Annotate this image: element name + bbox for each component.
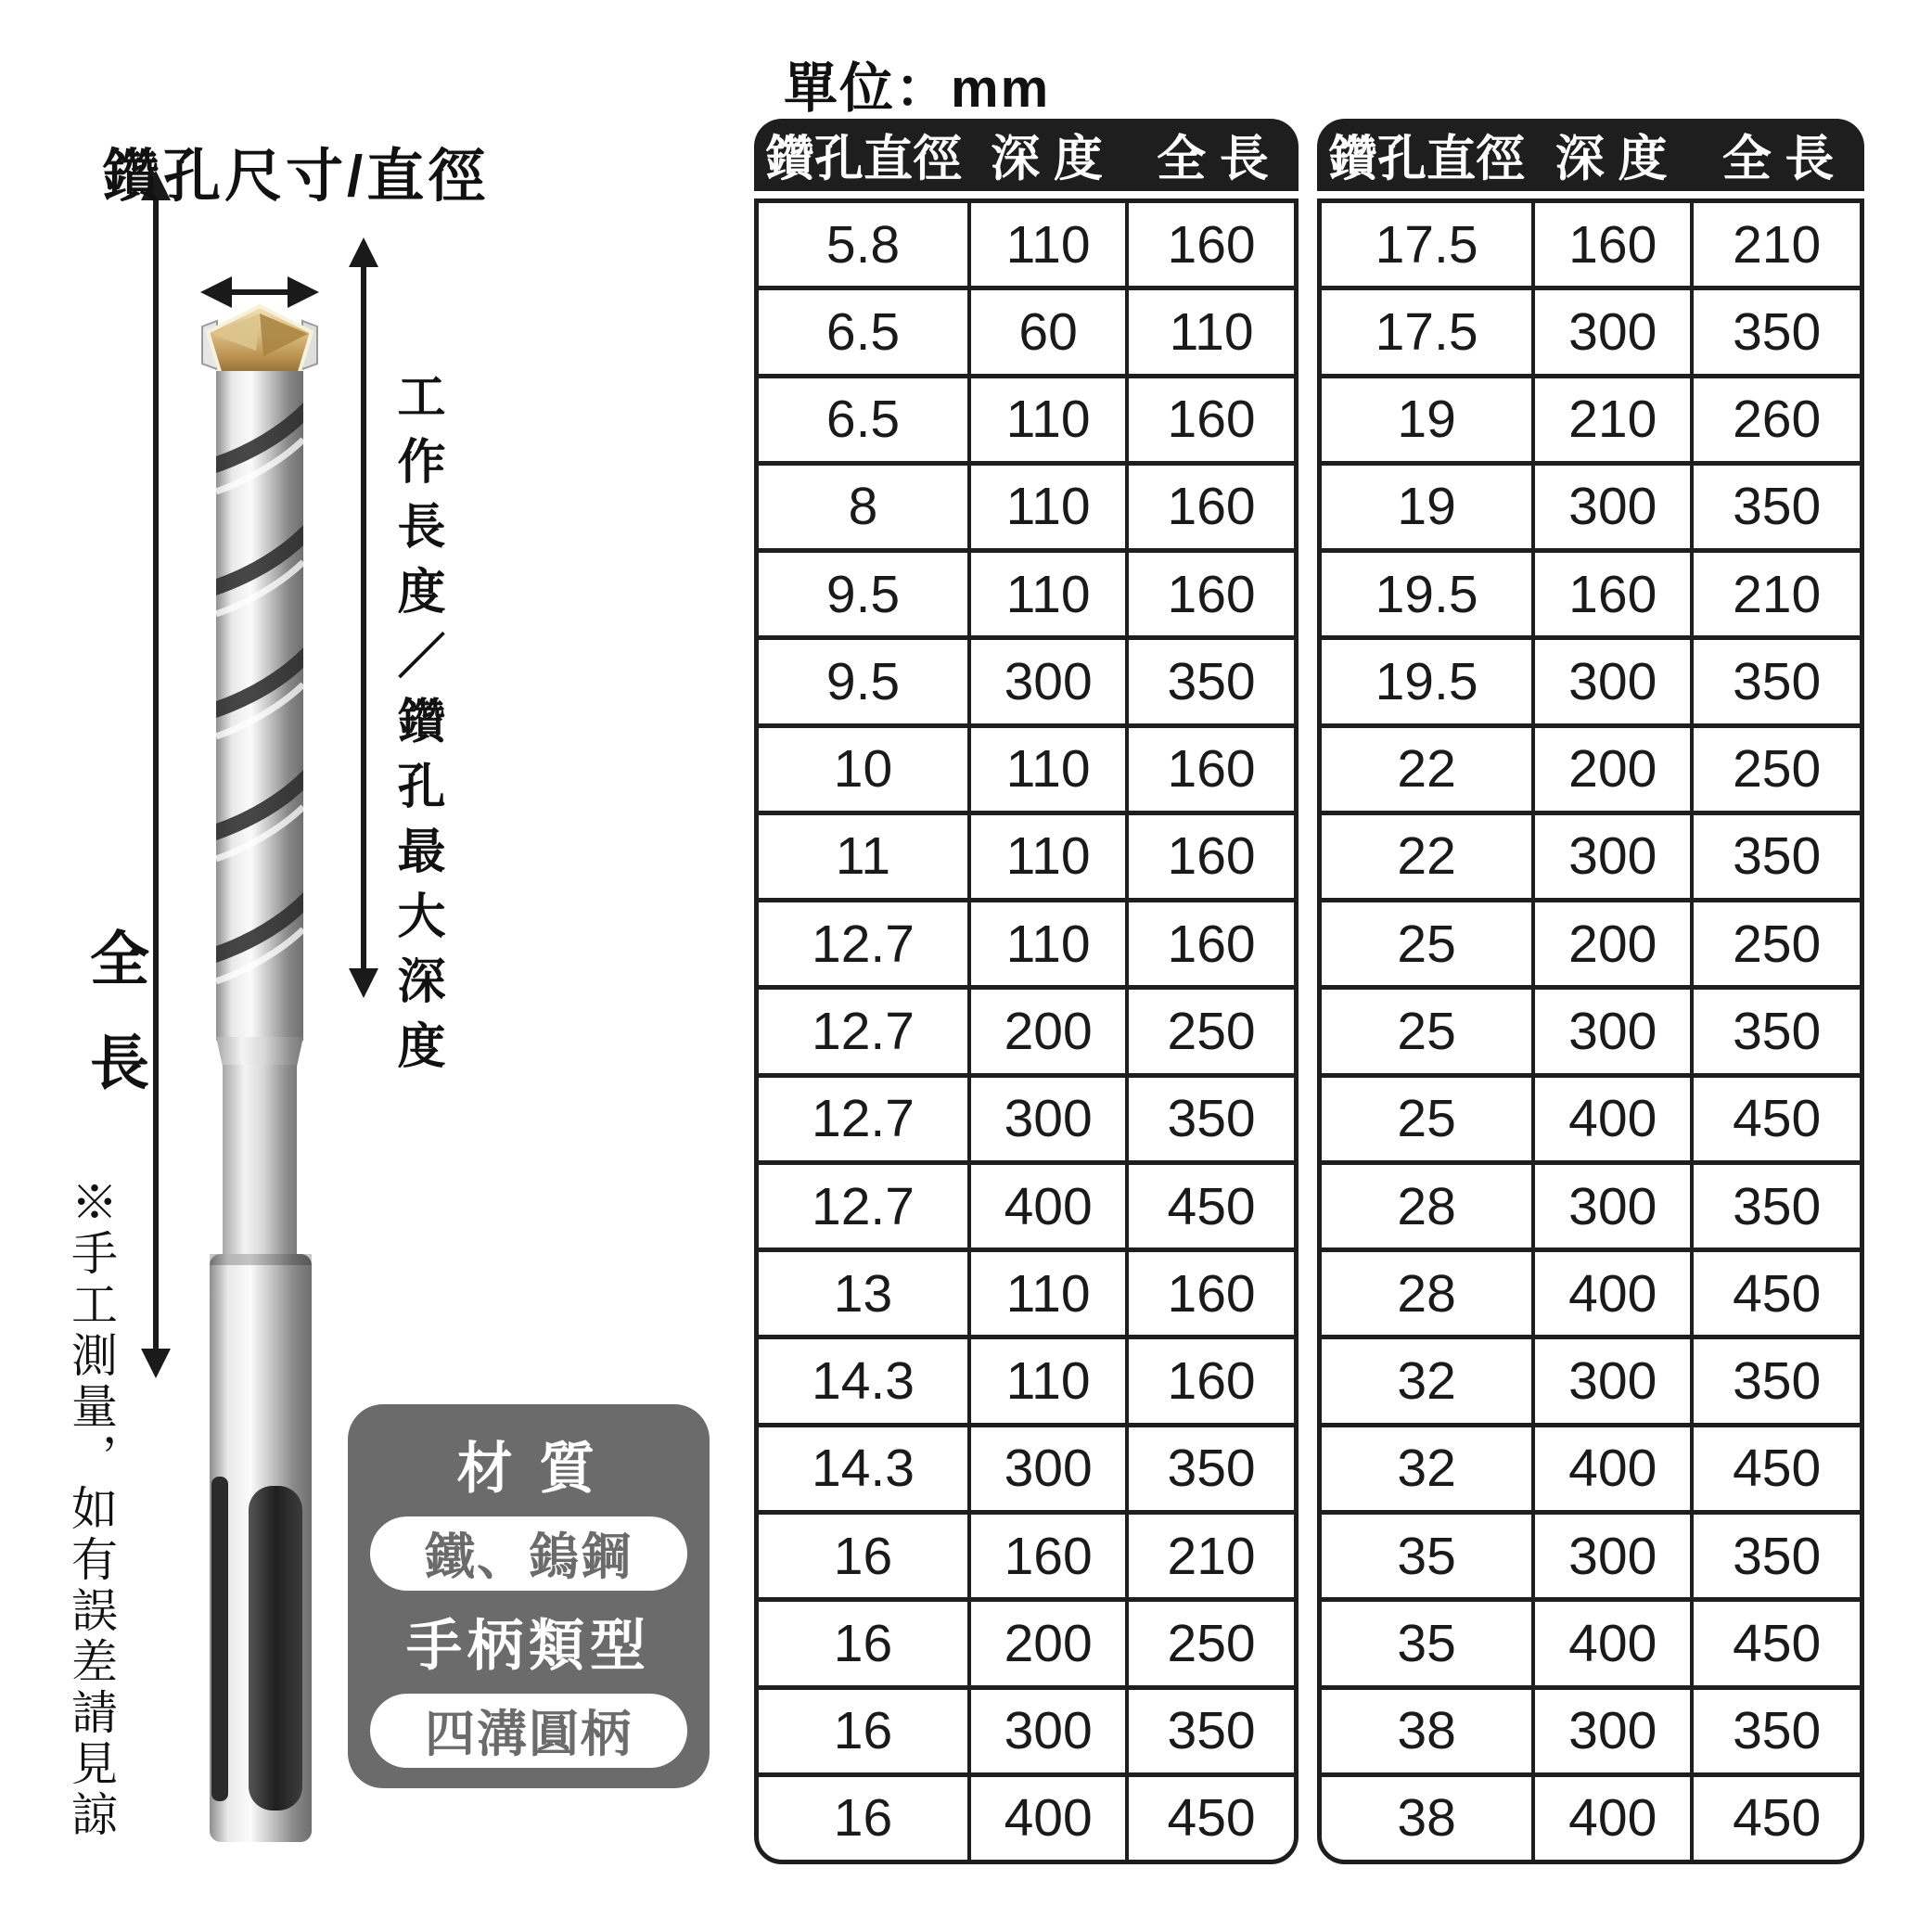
- table-row: [759, 203, 1294, 286]
- cell-length: 350: [1125, 1427, 1294, 1510]
- cell-diameter: 17.5: [1375, 301, 1478, 362]
- table-row: [759, 1685, 1294, 1772]
- table-row: [1322, 461, 1860, 548]
- cell-diameter: 6.5: [825, 301, 901, 362]
- header-length: 全 長: [1157, 132, 1269, 186]
- working-length-label: 工作長度／鑽孔最大深度: [390, 371, 443, 1085]
- cell-diameter: 11: [835, 826, 891, 887]
- cell-depth: 300: [1531, 1339, 1690, 1422]
- cell-depth: 200: [1531, 728, 1690, 811]
- cell-diameter: 28: [1397, 1263, 1456, 1324]
- cell-depth: 300: [1531, 1515, 1690, 1597]
- cell-diameter: 9.5: [825, 651, 901, 711]
- table-row: [1322, 1423, 1860, 1510]
- cell-diameter: 8: [848, 477, 878, 537]
- cell-length: 450: [1690, 1252, 1860, 1335]
- table-row: [1322, 1685, 1860, 1772]
- cell-depth: 300: [1531, 466, 1690, 548]
- table-row: [759, 548, 1294, 635]
- cell-diameter: 6.5: [825, 390, 901, 450]
- material-badge: [348, 1404, 710, 1788]
- diameter-arrow: [200, 276, 319, 308]
- cell-depth: 400: [1531, 1252, 1690, 1335]
- cell-diameter: 12.7: [812, 1002, 915, 1062]
- cell-diameter: 14.3: [812, 1351, 915, 1412]
- cell-diameter: 19: [1397, 477, 1456, 537]
- table-row: [1322, 548, 1860, 635]
- cell-length: 250: [1690, 902, 1860, 985]
- cell-depth: 60: [967, 290, 1125, 373]
- table-row: [759, 1335, 1294, 1422]
- cell-depth: 300: [967, 1690, 1125, 1772]
- cell-length: 160: [1125, 1252, 1294, 1335]
- cell-length: 350: [1690, 1515, 1860, 1597]
- cell-depth: 300: [1531, 290, 1690, 373]
- table-row: [759, 811, 1294, 898]
- table-row: [759, 1772, 1294, 1860]
- diameter-label: 鑽孔尺寸/直徑: [102, 145, 490, 209]
- cell-length: 350: [1690, 1690, 1860, 1772]
- shank-type-title: 手柄類型: [406, 1615, 651, 1678]
- cell-length: 350: [1690, 1339, 1860, 1422]
- cell-depth: 110: [967, 1252, 1125, 1335]
- table-body: [754, 198, 1299, 1864]
- cell-diameter: 14.3: [812, 1439, 915, 1499]
- cell-diameter: 35: [1397, 1613, 1456, 1673]
- cell-depth: 110: [967, 1339, 1125, 1422]
- cell-depth: 110: [967, 203, 1125, 286]
- cell-diameter: 13: [833, 1263, 893, 1324]
- cell-length: 160: [1125, 728, 1294, 811]
- cell-length: 160: [1125, 815, 1294, 898]
- cell-length: 450: [1690, 1427, 1860, 1510]
- spec-table-left: [754, 119, 1299, 1864]
- table-row: [1322, 203, 1860, 286]
- cell-length: 350: [1690, 640, 1860, 723]
- cell-length: 260: [1690, 378, 1860, 461]
- spec-table-right: [1317, 119, 1864, 1864]
- table-row: [1322, 1772, 1860, 1860]
- cell-depth: 400: [1531, 1427, 1690, 1510]
- cell-depth: 200: [967, 1602, 1125, 1684]
- cell-depth: 400: [1531, 1602, 1690, 1684]
- cell-length: 160: [1125, 203, 1294, 286]
- cell-depth: 110: [967, 902, 1125, 985]
- cell-depth: 160: [1531, 203, 1690, 286]
- cell-length: 350: [1125, 640, 1294, 723]
- table-row: [759, 286, 1294, 373]
- table-row: [1322, 898, 1860, 985]
- cell-depth: 110: [967, 728, 1125, 811]
- cell-depth: 400: [967, 1777, 1125, 1860]
- working-length-arrow: [349, 237, 378, 998]
- cell-diameter: 9.5: [825, 564, 901, 624]
- cell-length: 450: [1690, 1078, 1860, 1160]
- drill-bit-image: [202, 306, 317, 1842]
- cell-depth: 300: [967, 640, 1125, 723]
- unit-label: 單位：mm: [784, 58, 1051, 119]
- cell-length: 450: [1125, 1777, 1294, 1860]
- material-title: 材 質: [456, 1438, 601, 1501]
- cell-depth: 160: [1531, 553, 1690, 635]
- table-row: [1322, 985, 1860, 1072]
- cell-depth: 300: [967, 1427, 1125, 1510]
- cell-diameter: 19.5: [1375, 564, 1478, 624]
- cell-depth: 300: [1531, 1165, 1690, 1247]
- measurement-note: ※手工測量，如有誤差請見諒: [65, 1178, 117, 1841]
- table-row: [759, 1160, 1294, 1247]
- cell-diameter: 12.7: [812, 1176, 915, 1236]
- cell-depth: 110: [967, 378, 1125, 461]
- cell-length: 210: [1125, 1515, 1294, 1597]
- header-gap: [754, 191, 1299, 198]
- cell-diameter: 16: [833, 1526, 893, 1586]
- header-depth: 深 度: [991, 132, 1103, 186]
- table-row: [1322, 1160, 1860, 1247]
- table-row: [759, 723, 1294, 811]
- cell-depth: 300: [1531, 990, 1690, 1072]
- cell-depth: 400: [1531, 1777, 1690, 1860]
- cell-diameter: 12.7: [812, 914, 915, 974]
- cell-diameter: 16: [833, 1788, 893, 1849]
- cell-length: 250: [1690, 728, 1860, 811]
- cell-depth: 110: [967, 815, 1125, 898]
- cell-length: 110: [1125, 290, 1294, 373]
- table-row: [759, 635, 1294, 723]
- cell-length: 350: [1690, 1165, 1860, 1247]
- cell-diameter: 38: [1397, 1701, 1456, 1761]
- table-row: [759, 1510, 1294, 1597]
- material-value: 鐵、鎢鋼: [370, 1516, 687, 1591]
- cell-diameter: 32: [1397, 1439, 1456, 1499]
- cell-length: 250: [1125, 990, 1294, 1072]
- table-row: [759, 1597, 1294, 1684]
- cell-length: 350: [1690, 990, 1860, 1072]
- table-header: [1317, 119, 1864, 191]
- cell-diameter: 19.5: [1375, 651, 1478, 711]
- cell-depth: 160: [967, 1515, 1125, 1597]
- cell-depth: 300: [1531, 1690, 1690, 1772]
- cell-length: 160: [1125, 902, 1294, 985]
- cell-diameter: 22: [1397, 826, 1456, 887]
- table-row: [759, 374, 1294, 461]
- table-body: [1317, 198, 1864, 1864]
- cell-length: 160: [1125, 466, 1294, 548]
- cell-diameter: 32: [1397, 1351, 1456, 1412]
- table-row: [1322, 286, 1860, 373]
- cell-depth: 300: [967, 1078, 1125, 1160]
- table-row: [1322, 374, 1860, 461]
- table-row: [1322, 1335, 1860, 1422]
- table-row: [1322, 1073, 1860, 1160]
- table-row: [1322, 1597, 1860, 1684]
- header-diameter: 鑽孔直徑: [1328, 132, 1525, 186]
- table-header: [754, 119, 1299, 191]
- cell-diameter: 38: [1397, 1788, 1456, 1849]
- cell-diameter: 25: [1397, 1089, 1456, 1149]
- table-row: [1322, 1247, 1860, 1335]
- cell-depth: 400: [967, 1165, 1125, 1247]
- cell-length: 210: [1690, 553, 1860, 635]
- shank-type-value: 四溝圓柄: [370, 1694, 687, 1768]
- cell-depth: 200: [967, 990, 1125, 1072]
- table-row: [759, 461, 1294, 548]
- cell-diameter: 16: [833, 1613, 893, 1673]
- table-row: [759, 985, 1294, 1072]
- cell-depth: 210: [1531, 378, 1690, 461]
- table-row: [759, 898, 1294, 985]
- cell-length: 160: [1125, 553, 1294, 635]
- cell-diameter: 35: [1397, 1526, 1456, 1586]
- total-length-arrow: [141, 171, 171, 1378]
- cell-depth: 110: [967, 466, 1125, 548]
- header-diameter: 鑽孔直徑: [765, 132, 962, 186]
- cell-depth: 300: [1531, 640, 1690, 723]
- header-length: 全 長: [1721, 132, 1835, 186]
- cell-diameter: 16: [833, 1701, 893, 1761]
- cell-length: 350: [1690, 815, 1860, 898]
- table-row: [759, 1423, 1294, 1510]
- cell-depth: 110: [967, 553, 1125, 635]
- cell-diameter: 10: [833, 739, 893, 800]
- table-row: [759, 1247, 1294, 1335]
- cell-diameter: 22: [1397, 739, 1456, 800]
- cell-diameter: 12.7: [812, 1089, 915, 1149]
- cell-diameter: 28: [1397, 1176, 1456, 1236]
- cell-length: 350: [1125, 1078, 1294, 1160]
- cell-diameter: 25: [1397, 1002, 1456, 1062]
- cell-length: 350: [1690, 466, 1860, 548]
- cell-length: 450: [1690, 1602, 1860, 1684]
- cell-diameter: 17.5: [1375, 214, 1478, 275]
- header-depth: 深 度: [1555, 132, 1668, 186]
- total-length-label: 全長: [82, 928, 148, 1135]
- cell-diameter: 19: [1397, 390, 1456, 450]
- cell-length: 450: [1125, 1165, 1294, 1247]
- header-gap: [1317, 191, 1864, 198]
- table-row: [759, 1073, 1294, 1160]
- cell-length: 450: [1690, 1777, 1860, 1860]
- cell-length: 210: [1690, 203, 1860, 286]
- table-row: [1322, 635, 1860, 723]
- cell-diameter: 5.8: [825, 214, 901, 275]
- table-row: [1322, 811, 1860, 898]
- cell-length: 350: [1690, 290, 1860, 373]
- cell-length: 160: [1125, 378, 1294, 461]
- cell-diameter: 25: [1397, 914, 1456, 974]
- cell-length: 250: [1125, 1602, 1294, 1684]
- cell-length: 350: [1125, 1690, 1294, 1772]
- table-row: [1322, 723, 1860, 811]
- table-row: [1322, 1510, 1860, 1597]
- cell-depth: 400: [1531, 1078, 1690, 1160]
- cell-depth: 300: [1531, 815, 1690, 898]
- cell-length: 160: [1125, 1339, 1294, 1422]
- cell-depth: 200: [1531, 902, 1690, 985]
